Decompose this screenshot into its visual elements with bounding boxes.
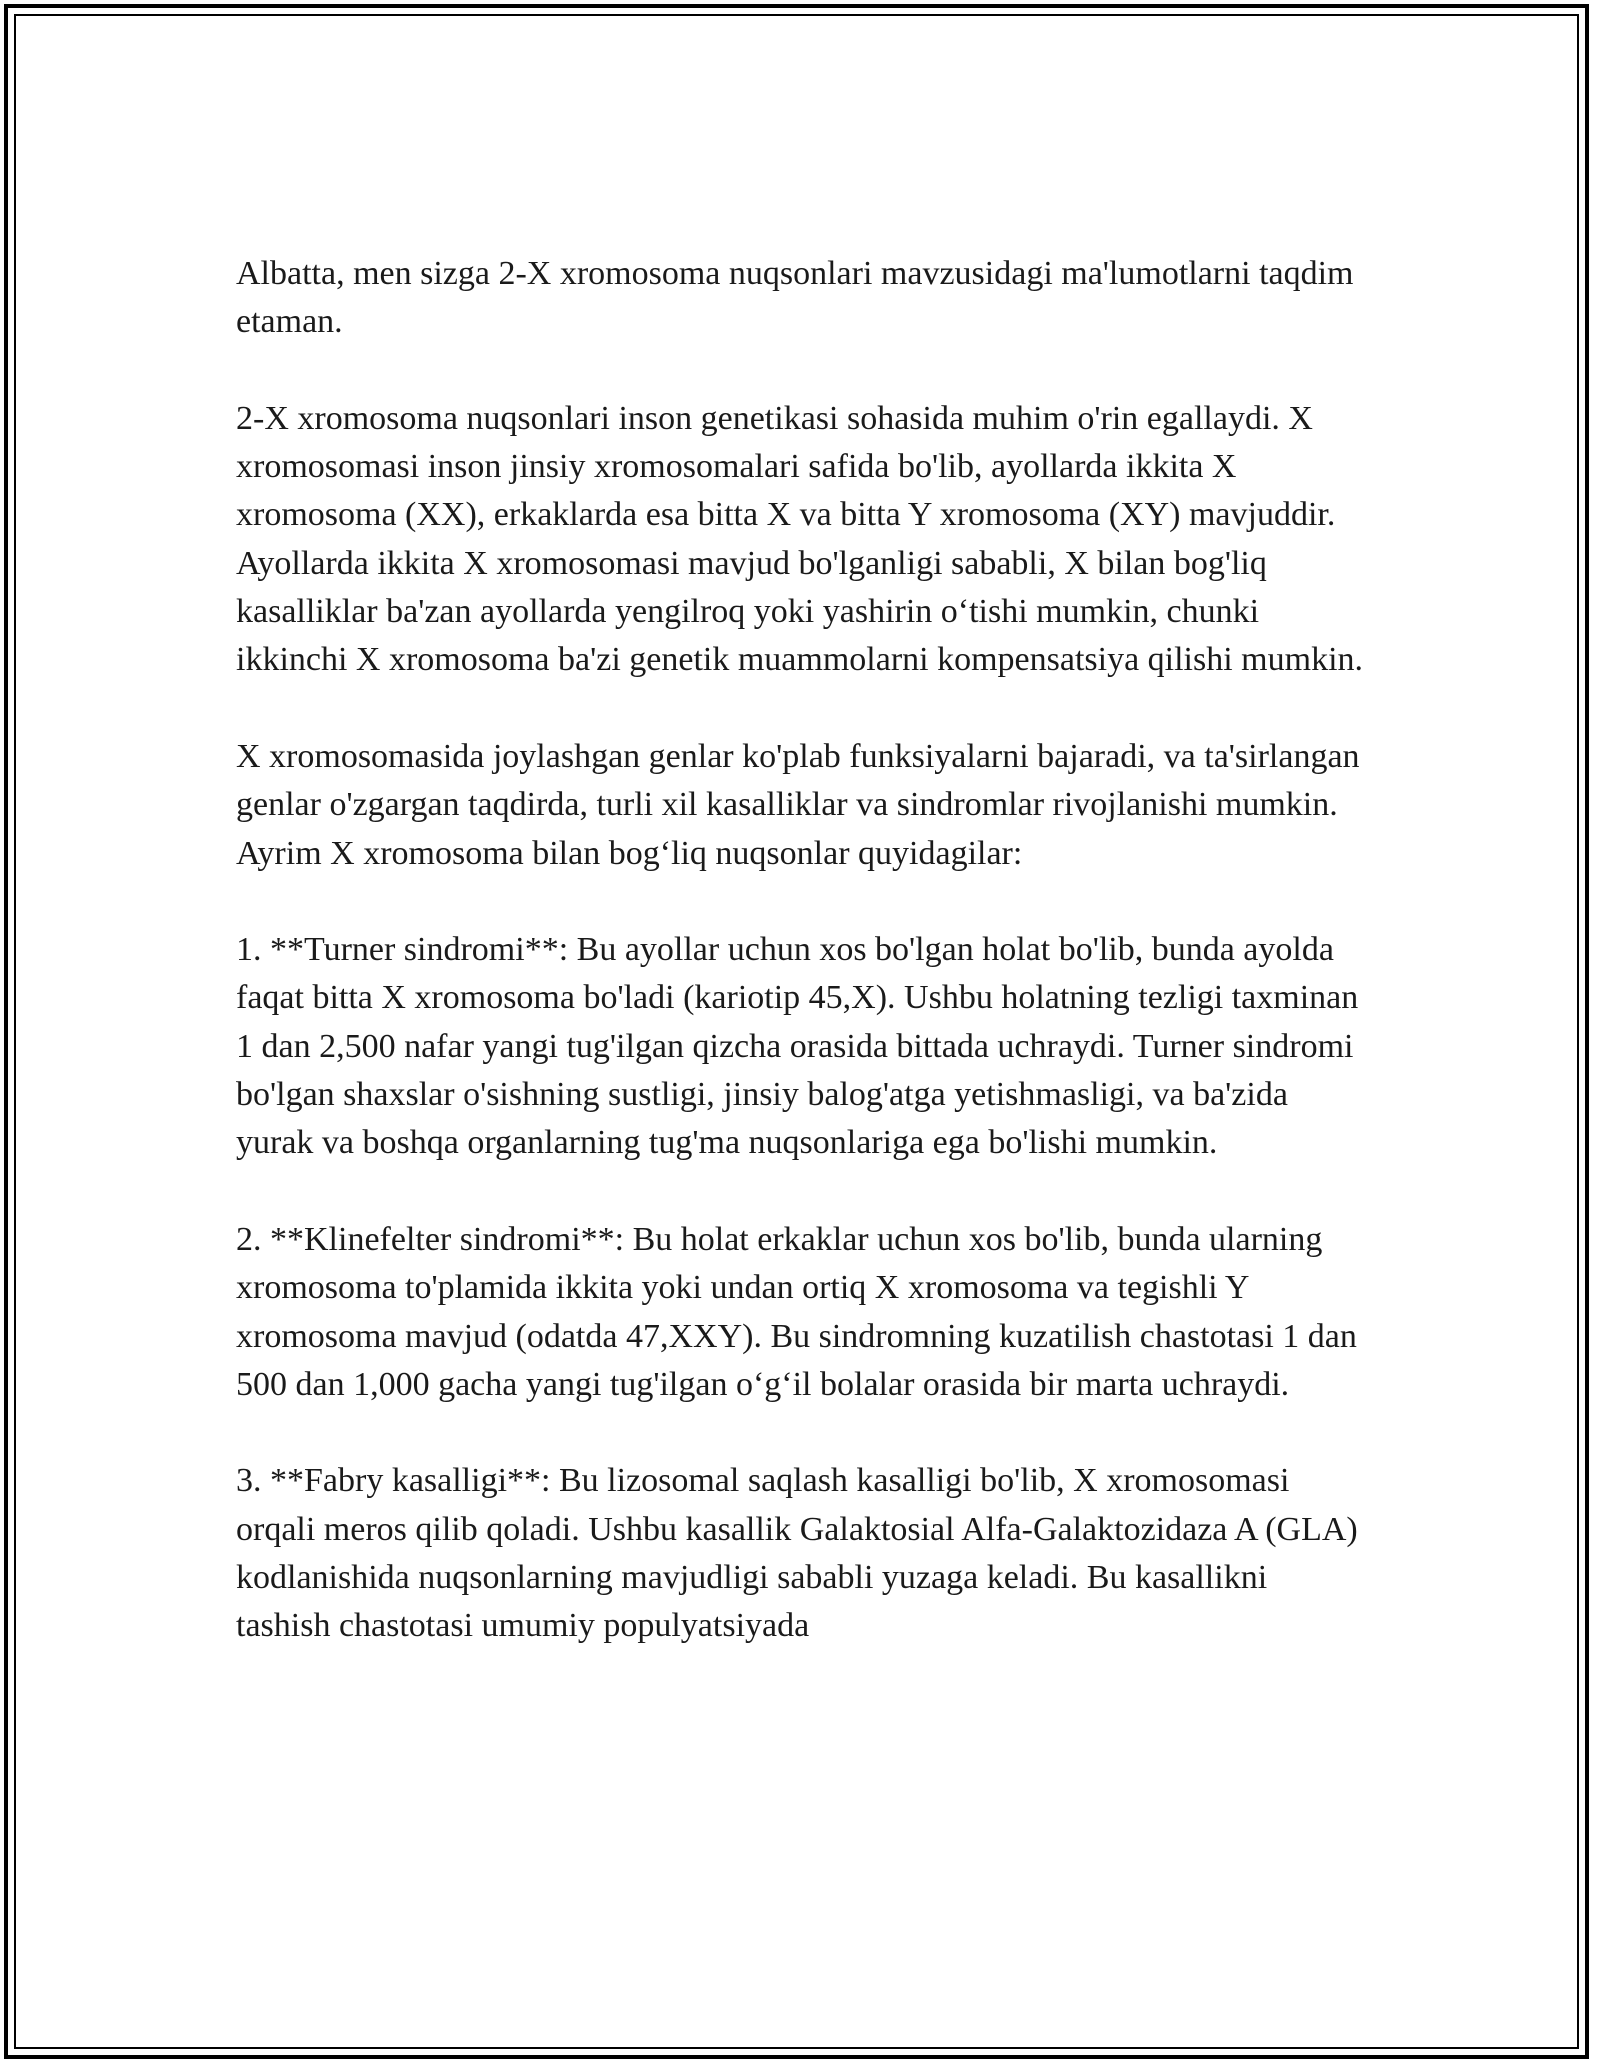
document-body — [236, 250, 1366, 1651]
list-item-fabry: 3. **Fabry kasalligi**: Bu lizosomal saqlash kasalligi bo'lib, X xromosomasi orqali meros qilib qoladi. Ushbu kasallik Galaktosial Alfa-Galaktozidaza A (GLA) kodlanishida nuqsonlarning mavjudligi sababli yuzaga keladi. Bu kasallikni tashish chastotasi umumiy populyatsiyada — [236, 1462, 1358, 1645]
paragraph-overview: 2-X xromosoma nuqsonlari inson genetikasi sohasida muhim o'rin egallaydi. X xromosomasi inson jinsiy xromosomalari safida bo'lib, ayollarda ikkita X xromosoma (XX), erkaklarda esa bitta X va bitta Y xromosoma (XY) mavjuddir. Ayollarda ikkita X xromosomasi mavjud bo'lganligi sababli, X bilan bog'liq kasalliklar ba'zan ayollarda yengilroq yoki yashirin o‘tishi mumkin, chunki ikkinchi X xromosoma ba'zi genetik muammolarni kompensatsiya qilishi mumkin. — [236, 399, 1364, 679]
list-item-klinefelter: 2. **Klinefelter sindromi**: Bu holat erkaklar uchun xos bo'lib, bunda ularning xromosoma to'plamida ikkita yoki undan ortiq X xromosoma va tegishli Y xromosoma mavjud (odatda 47,XXY). Bu sindromning kuzatilish chastotasi 1 dan 500 dan 1,000 gacha yangi tug'ilgan o‘g‘il bolalar orasida bir marta uchraydi. — [236, 1220, 1357, 1403]
paragraph-genes: X xromosomasida joylashgan genlar ko'plab funksiyalarni bajaradi, va ta'sirlangan genlar o'zgargan taqdirda, turli xil kasalliklar va sindromlar rivojlanishi mumkin. Ayrim X xromosoma bilan bog‘liq nuqsonlar quyidagilar: — [236, 737, 1360, 872]
list-item-turner: 1. **Turner sindromi**: Bu ayollar uchun xos bo'lgan holat bo'lib, bunda ayolda faqat bitta X xromosoma bo'ladi (kariotip 45,X). Ushbu holatning tezligi taxminan 1 dan 2,500 nafar yangi tug'ilgan qizcha orasida bittada uchraydi. Turner sindromi bo'lgan shaxslar o'sishning sustligi, jinsiy balog'atga yetishmasligi, va ba'zida yurak va boshqa organlarning tug'ma nuqsonlariga ega bo'lishi mumkin. — [236, 931, 1359, 1162]
paragraph-intro: Albatta, men sizga 2-X xromosoma nuqsonlari mavzusidagi ma'lumotlarni taqdim etaman. — [236, 255, 1354, 341]
